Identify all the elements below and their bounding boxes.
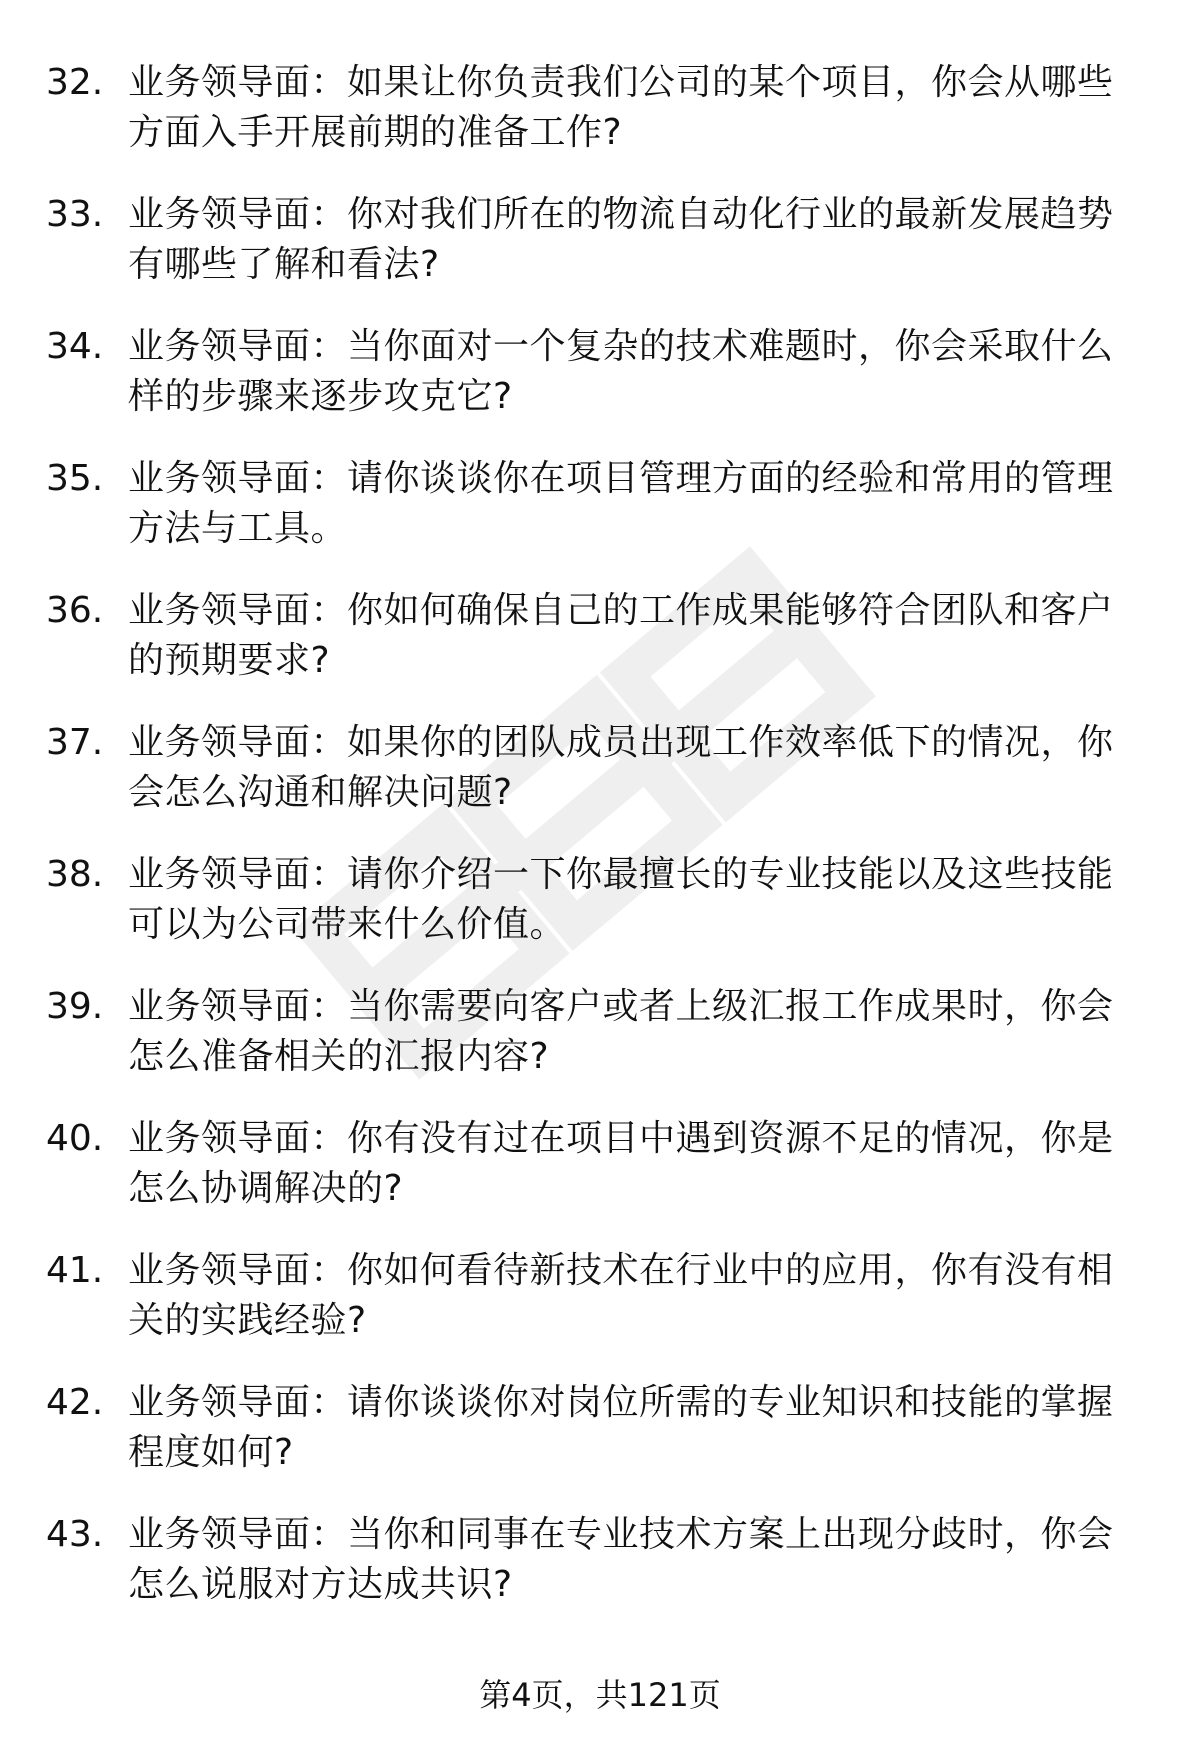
question-number <box>0 982 128 1032</box>
question-number-label: 32. <box>46 62 104 103</box>
question-number <box>0 1246 128 1296</box>
question-number-label: 38. <box>46 854 104 895</box>
question-text: 业务领导面：你如何看待新技术在行业中的应用，你有没有相关的实践经验? <box>128 1250 1114 1341</box>
question-number <box>0 850 128 900</box>
question-number-label: 35. <box>46 458 104 499</box>
question-item <box>0 850 1200 982</box>
question-number <box>0 1510 128 1560</box>
question-item <box>0 718 1200 850</box>
question-text: 业务领导面：你有没有过在项目中遇到资源不足的情况，你是怎么协调解决的? <box>128 1118 1114 1209</box>
question-text: 业务领导面：请你谈谈你对岗位所需的专业知识和技能的掌握程度如何? <box>128 1382 1114 1473</box>
question-number <box>0 1114 128 1164</box>
question-item <box>0 982 1200 1114</box>
question-item <box>0 1114 1200 1246</box>
question-number-label: 34. <box>46 326 104 367</box>
question-number <box>0 190 128 240</box>
question-item <box>0 1378 1200 1510</box>
question-number <box>0 322 128 372</box>
question-text: 业务领导面：请你介绍一下你最擅长的专业技能以及这些技能可以为公司带来什么价值。 <box>128 854 1114 945</box>
page-footer: 第4页，共121页 <box>479 1676 721 1714</box>
question-text: 业务领导面：如果让你负责我们公司的某个项目，你会从哪些方面入手开展前期的准备工作? <box>128 62 1114 153</box>
question-text: 业务领导面：当你和同事在专业技术方案上出现分歧时，你会怎么说服对方达成共识? <box>128 1514 1114 1605</box>
question-number <box>0 1378 128 1428</box>
question-number <box>0 718 128 768</box>
question-text: 业务领导面：当你面对一个复杂的技术难题时，你会采取什么样的步骤来逐步攻克它? <box>128 326 1114 417</box>
question-item <box>0 586 1200 718</box>
question-item <box>0 190 1200 322</box>
question-number-label: 42. <box>46 1382 104 1423</box>
question-number-label: 33. <box>46 194 104 235</box>
question-item <box>0 58 1200 190</box>
question-number-label: 37. <box>46 722 104 763</box>
question-number-label: 39. <box>46 986 104 1027</box>
question-number <box>0 586 128 636</box>
question-number-label: 40. <box>46 1118 104 1159</box>
question-text: 业务领导面：请你谈谈你在项目管理方面的经验和常用的管理方法与工具。 <box>128 458 1114 549</box>
question-text: 业务领导面：如果你的团队成员出现工作效率低下的情况，你会怎么沟通和解决问题? <box>128 722 1114 813</box>
question-number-label: 43. <box>46 1514 104 1555</box>
question-number <box>0 454 128 504</box>
question-number <box>0 58 128 108</box>
question-text: 业务领导面：你对我们所在的物流自动化行业的最新发展趋势有哪些了解和看法? <box>128 194 1114 285</box>
question-list <box>0 58 1200 1642</box>
question-text: 业务领导面：当你需要向客户或者上级汇报工作成果时，你会怎么准备相关的汇报内容? <box>128 986 1114 1077</box>
question-item <box>0 1510 1200 1642</box>
question-number-label: 41. <box>46 1250 104 1291</box>
question-item <box>0 322 1200 454</box>
question-number-label: 36. <box>46 590 104 631</box>
question-item <box>0 454 1200 586</box>
question-text: 业务领导面：你如何确保自己的工作成果能够符合团队和客户的预期要求? <box>128 590 1114 681</box>
question-item <box>0 1246 1200 1378</box>
